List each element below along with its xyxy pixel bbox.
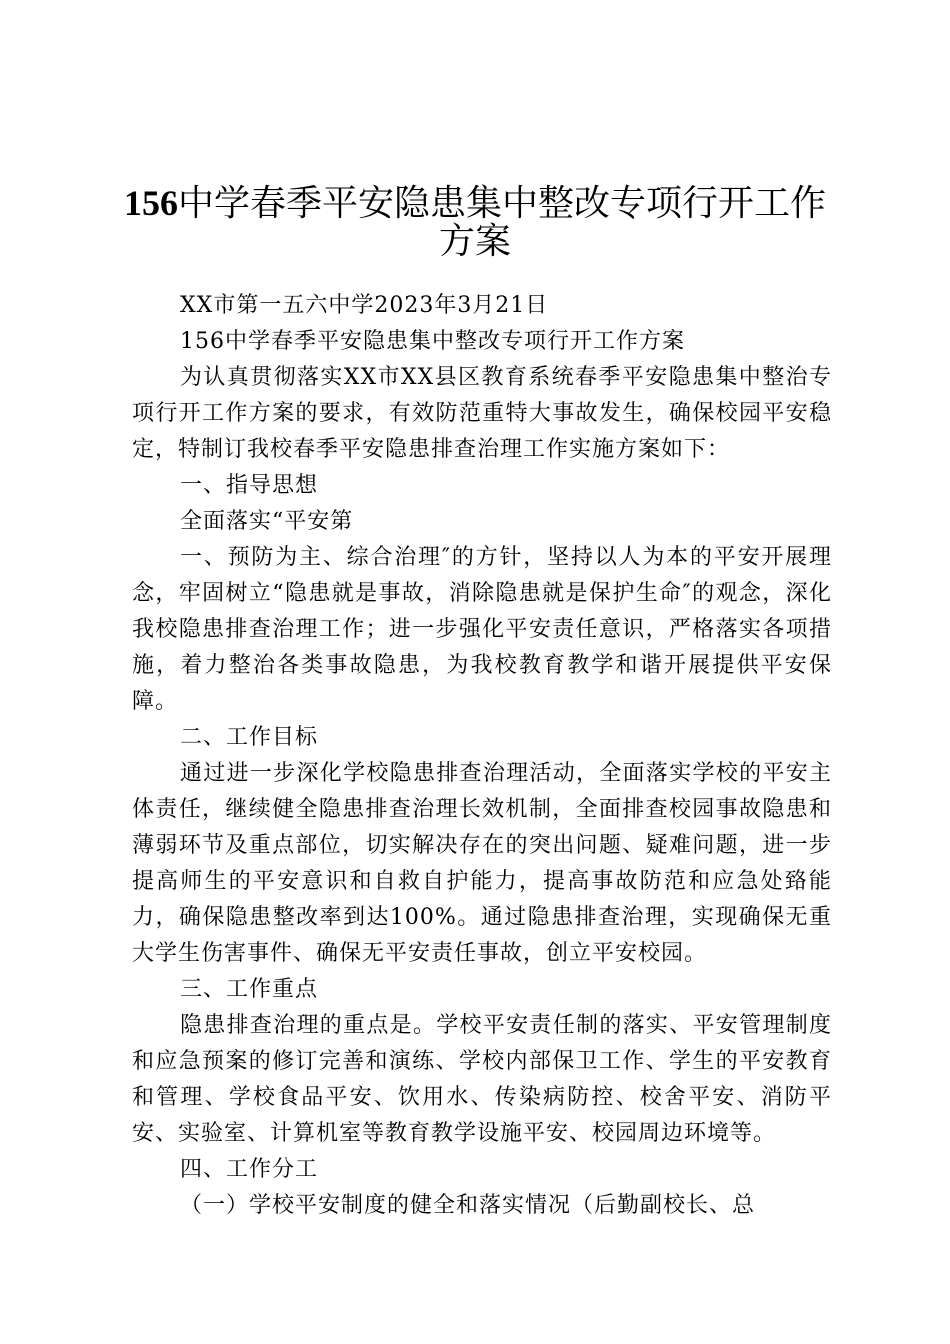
document-title-line-1: [100, 183, 850, 224]
document-body: [132, 288, 832, 1224]
paragraph-focus: 隐患排查治理的重点是。学校平安责任制的落实、平安管理制度和应急预案的修订完善和演练、学校内部保卫工作、学生的平安教育和管理、学校食品平安、饮用水、传染病防控、校舍平安、消防平安、实验室、计算机室等教育教学设施平安、校园周边环境等。: [132, 1013, 832, 1146]
paragraph-guiding-2: 一、预防为主、综合治理″的方针，坚持以人为本的平安开展理念，牢固树立“隐患就是事故，消除隐患就是保护生命″的观念，深化我校隐患排查治理工作；进一步强化平安责任意识，严格落实各项措施，着力整治各类事故隐患，为我校教育教学和谐开展提供平安保障。: [132, 545, 832, 714]
section-heading-2: 二、工作目标: [180, 725, 319, 750]
paragraph-division-1: （一）学校平安制度的健全和落实情况（后勤副校长、总: [180, 1193, 756, 1218]
title-number: 156: [123, 183, 178, 223]
section-heading-1: 一、指导思想: [180, 473, 319, 498]
subtitle-line: 156中学春季平安隐患集中整改专项行开工作方案: [180, 329, 685, 354]
section-heading-3: 三、工作重点: [180, 977, 319, 1002]
title-text: 中学春季平安隐患集中整改专项行开工作: [177, 183, 826, 224]
intro-paragraph: 为认真贯彻落实XX市XX县区教育系统春季平安隐患集中整治专项行开工作方案的要求，有效防范重特大事故发生，确保校园平安稳定，特制订我校春季平安隐患排查治理工作实施方案如下：: [132, 365, 832, 462]
paragraph-guiding-1: 全面落实“平安第: [180, 509, 354, 534]
document-title-line-2: 方案: [438, 221, 511, 262]
date-line: XX市第一五六中学2023年3月21日: [180, 293, 549, 318]
section-heading-4: 四、工作分工: [180, 1157, 319, 1182]
paragraph-goals: 通过进一步深化学校隐患排查治理活动，全面落实学校的平安主体责任，继续健全隐患排查治理长效机制，全面排查校园事故隐患和薄弱环节及重点部位，切实解决存在的突出问题、疑难问题，进一步提高师生的平安意识和自救自护能力，提高事故防范和应急处臵能力，确保隐患整改率到达100%。通过隐患排查治理，实现确保无重大学生伤害事件、确保无平安责任事故，创立平安校园。: [132, 761, 832, 966]
